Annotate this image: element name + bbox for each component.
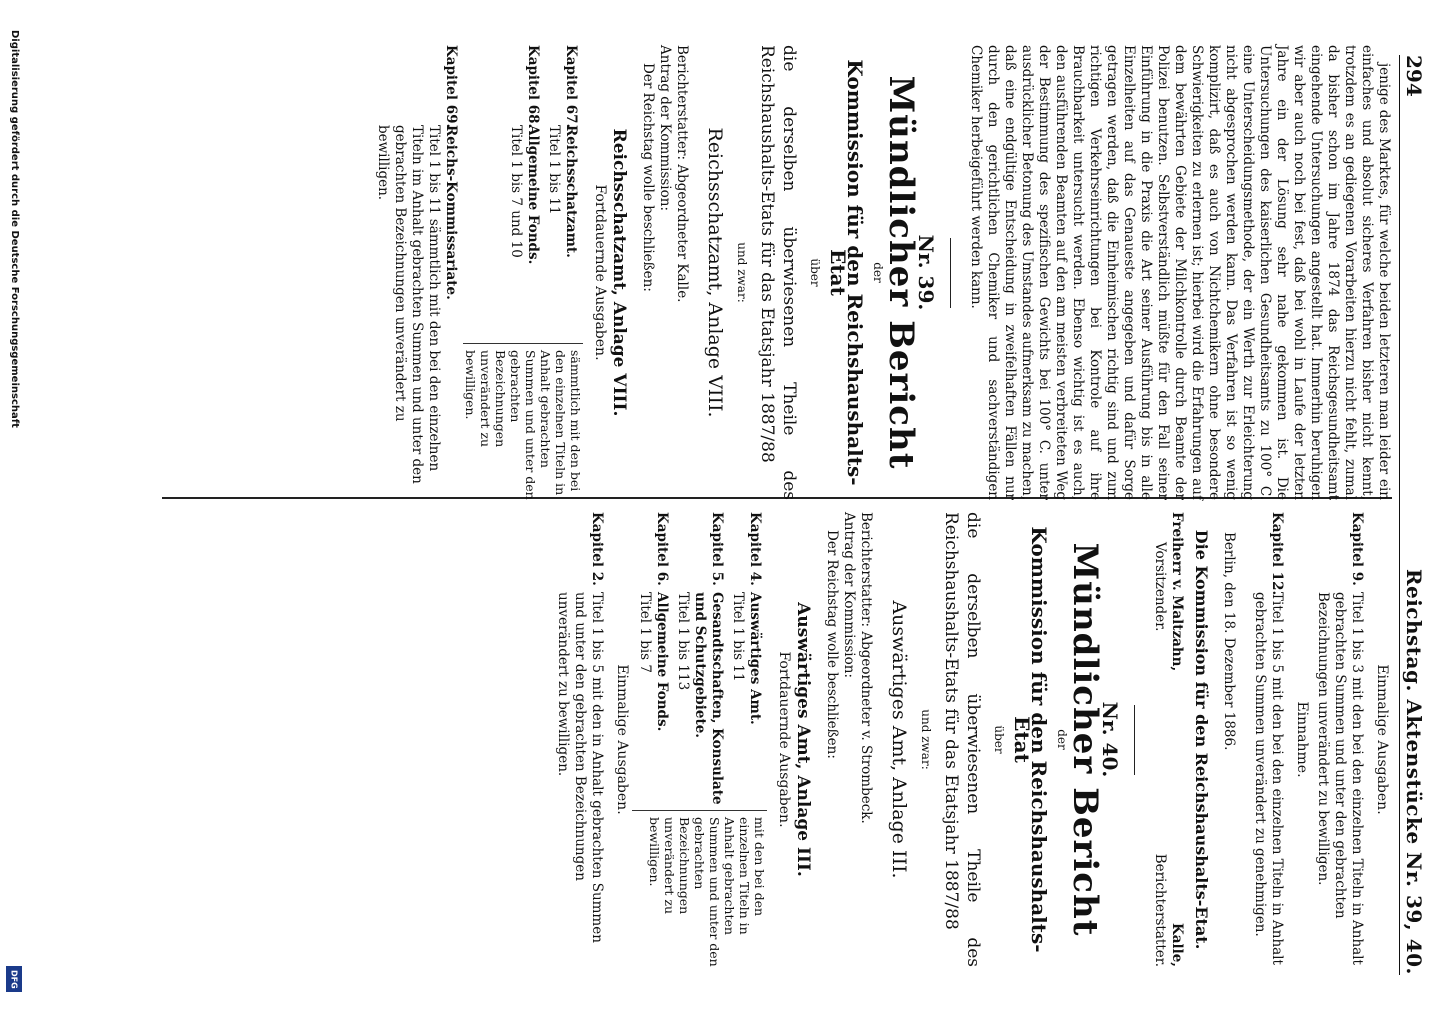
left-column bbox=[370, 45, 1392, 500]
chapter-entry: Kapitel 6. Allgemeine Fonds. Titel 1 bis 7 bbox=[636, 512, 670, 732]
chapter-entry: Kapitel 12. Titel 1 bis 5 mit den bei den einzelnen Titeln in Anhalt gebrachten Summen unverändert zu genehmigen. bbox=[1252, 512, 1285, 965]
rapporteur: Berichterstatter: Abgeordneter Kalle. bbox=[673, 45, 690, 303]
report-title: Mündlicher Bericht bbox=[880, 75, 921, 470]
commission-motion: Antrag der Kommission: bbox=[840, 512, 857, 678]
document-body bbox=[28, 0, 1432, 1000]
section-heading: Reichsschatzamt, Anlage VIII. bbox=[608, 128, 629, 417]
separator-rule bbox=[950, 238, 951, 308]
chapter-entry: Kapitel 67. Reichsschatzamt. Titel 1 bis 11 bbox=[545, 45, 579, 258]
chapter-entry: Kapitel 4. Auswärtiges Amt. Titel 1 bis 11 bbox=[729, 512, 763, 725]
bracket-note: sämmtlich mit den bei den einzelnen Titeln in Anhalt gebrachten Summen und unter den gebrachten Bezeichnungen unverändert zu bewilligen. bbox=[463, 343, 583, 500]
report-number: Nr. 39. bbox=[913, 234, 938, 311]
chapter-group bbox=[632, 512, 767, 967]
section-subheading: Fortdauernde Ausgaben. bbox=[775, 651, 792, 828]
section-subheading: Einmalige Ausgaben. bbox=[1374, 664, 1390, 815]
report-number: Nr. 40. bbox=[1097, 701, 1122, 778]
resolution-intro: Der Reichstag wolle beschließen: bbox=[823, 530, 840, 759]
running-title: Reichstag. Aktenstücke Nr. 39, 40. bbox=[1402, 568, 1426, 975]
location-date: Berlin, den 18. Dezember 1886. bbox=[1221, 532, 1237, 751]
dfg-logo: DFG bbox=[6, 966, 22, 992]
report-subject: die derselben überwiesenen Theile des Reichshaushalts-Etats für das Etatsjahr 1887/88 bbox=[940, 512, 983, 967]
resolution-intro: Der Reichstag wolle beschließen: bbox=[639, 63, 656, 292]
intro-paragraph: jenige des Marktes, für welche beiden letzteren man leider ein einfaches und absolut sicheres Verfahren bisher nicht kennt, trotzdem es an gediegenen Vorarbeiten hierzu nicht fehlt, zumal da bisher schon im Jahre 1874 das Reichsgesundheitsamt eingehende Untersuchungen angestellt hat. Immerhin beruhigen wir aber auch noch bei fest, daß bei wohl in Laufe der letzten Jahre ein der Lösung sehr nahe gekommen ist. Die Untersuchungen des kaiserlichen Gesundheitsamts zu 100° C. eine Unterscheidungsmethode, der ein Werth zur Erleichterung nicht abgesprochen werden kann. Das Verfahren ist so wenig komplizirt, daß es auch von Nichtchemikern ohne besondere Schwierigkeiten zu erlernen ist; hierbei wird die Erfahrungen auf dem bewährten Gebiete der Milchkontrolle durch Beamte der Polizei benutzen. Selbstverständlich müßte für den Fall seiner Einführung in die Praxis die Art seiner Ausführung bis in alle Einzelheiten auf das Genaueste angegeben und dafür Sorge getragen werden, daß die Einheimischen richtig sind und zum richtigen Verkehrseinrichtungen bei Kontrole auf ihre Brauchbarkeit untersucht werden. Ebenso wichtig ist es auch, den ausführenden Beamten auf den am meisten verbreiteten Weg der Bestimmung des spezifischen Gewichts bei 100° C. unter ausdrücklicher Betonung des Umstandes aufmerksam zu machen, daß eine endgültige Entscheidung in zweifelhaften Fällen nur durch den gerichtlichen Chemiker und sachverständigen Chemiker herbeigeführt werden kann. bbox=[968, 45, 1392, 500]
commission-name: Kommission für den Reichshaushalts-Etat bbox=[1009, 526, 1051, 953]
rapporteur: Berichterstatter: Abgeordneter v. Strombeck. bbox=[857, 512, 874, 824]
page-number: 294 bbox=[1402, 55, 1426, 97]
rapporteur-role: Berichterstatter. bbox=[1152, 853, 1168, 967]
commission-name: Kommission für den Reichshaushalts-Etat bbox=[825, 59, 867, 486]
report-subject: die derselben überwiesenen Theile des Reichshaushalts-Etats für das Etatsjahr 1887/88 bbox=[756, 45, 799, 500]
der-label: der bbox=[1054, 729, 1069, 750]
der-label: der bbox=[870, 262, 885, 283]
separator-rule bbox=[1134, 705, 1135, 775]
section-subheading: Fortdauernde Ausgaben. bbox=[591, 184, 608, 361]
chair-name: Freiherr v. Maltzahn, bbox=[1169, 512, 1185, 672]
ueber-label: über bbox=[991, 725, 1006, 754]
right-column bbox=[550, 512, 1392, 967]
digitization-credit: Digitalisierung gefördert durch die Deutsche Forschungsgemeinschaft bbox=[9, 30, 20, 428]
rapporteur-name: Kalle, bbox=[1169, 922, 1185, 967]
chapter-entry: Kapitel 69. Reichs-Kommissariate. Titel 1 bis 11 sämmtlich mit den bei den einzelnen Titeln im Anhalt gebrachten Summen und unter den gebrachten Bezeichnungen unverändert zu bewilligen. bbox=[374, 45, 459, 484]
commission-motion: Antrag der Kommission: bbox=[656, 45, 673, 211]
chapter-entry: Kapitel 5. Gesandtschaften, Konsulate und Schutzgebiete. Titel 1 bis 113 bbox=[674, 512, 725, 805]
chapter-entry: Kapitel 9. Titel 1 bis 3 mit den bei den einzelnen Titeln in Anhalt gebrachten Summen und unter den gebrachten Bezeichnungen unverändert zu bewilligen. bbox=[1315, 512, 1365, 965]
ueber-label: über bbox=[807, 258, 822, 287]
chapter-entry: Kapitel 2. Titel 1 bis 5 mit den in Anhalt gebrachten Summen und unter den gebrachten Bezeichnungen unverändert zu bewilligen. bbox=[554, 512, 605, 943]
digitization-footer bbox=[3, 0, 25, 1000]
section-subheading: Einnahme. bbox=[1294, 701, 1310, 778]
office-name: Auswärtiges Amt, Anlage III. bbox=[887, 600, 910, 879]
und-zwar-label: und zwar: bbox=[918, 709, 933, 770]
bracket-note: mit den bei den einzelnen Titeln in Anhalt gebrachten Summen und unter den gebrachten Bezeichnungen unverändert zu bewilligen. bbox=[632, 810, 767, 967]
section-subheading: Einmalige Ausgaben. bbox=[613, 664, 630, 815]
section-heading: Auswärtiges Amt, Anlage III. bbox=[792, 602, 813, 877]
und-zwar-label: und zwar: bbox=[734, 242, 749, 303]
commission-signature: Die Kommission für den Reichshaushalts-Etat. bbox=[1192, 529, 1211, 950]
scanned-page bbox=[28, 0, 1432, 1000]
office-name: Reichsschatzamt, Anlage VIII. bbox=[703, 127, 726, 418]
chapter-group bbox=[463, 45, 583, 500]
signatures bbox=[1151, 512, 1185, 967]
report-title: Mündlicher Bericht bbox=[1064, 542, 1105, 937]
page-header bbox=[1399, 55, 1428, 975]
chair-role: Vorsitzender. bbox=[1152, 542, 1168, 632]
chapter-entry: Kapitel 68. Allgemeine Fonds. Titel 1 bis 7 und 10 bbox=[507, 45, 541, 265]
